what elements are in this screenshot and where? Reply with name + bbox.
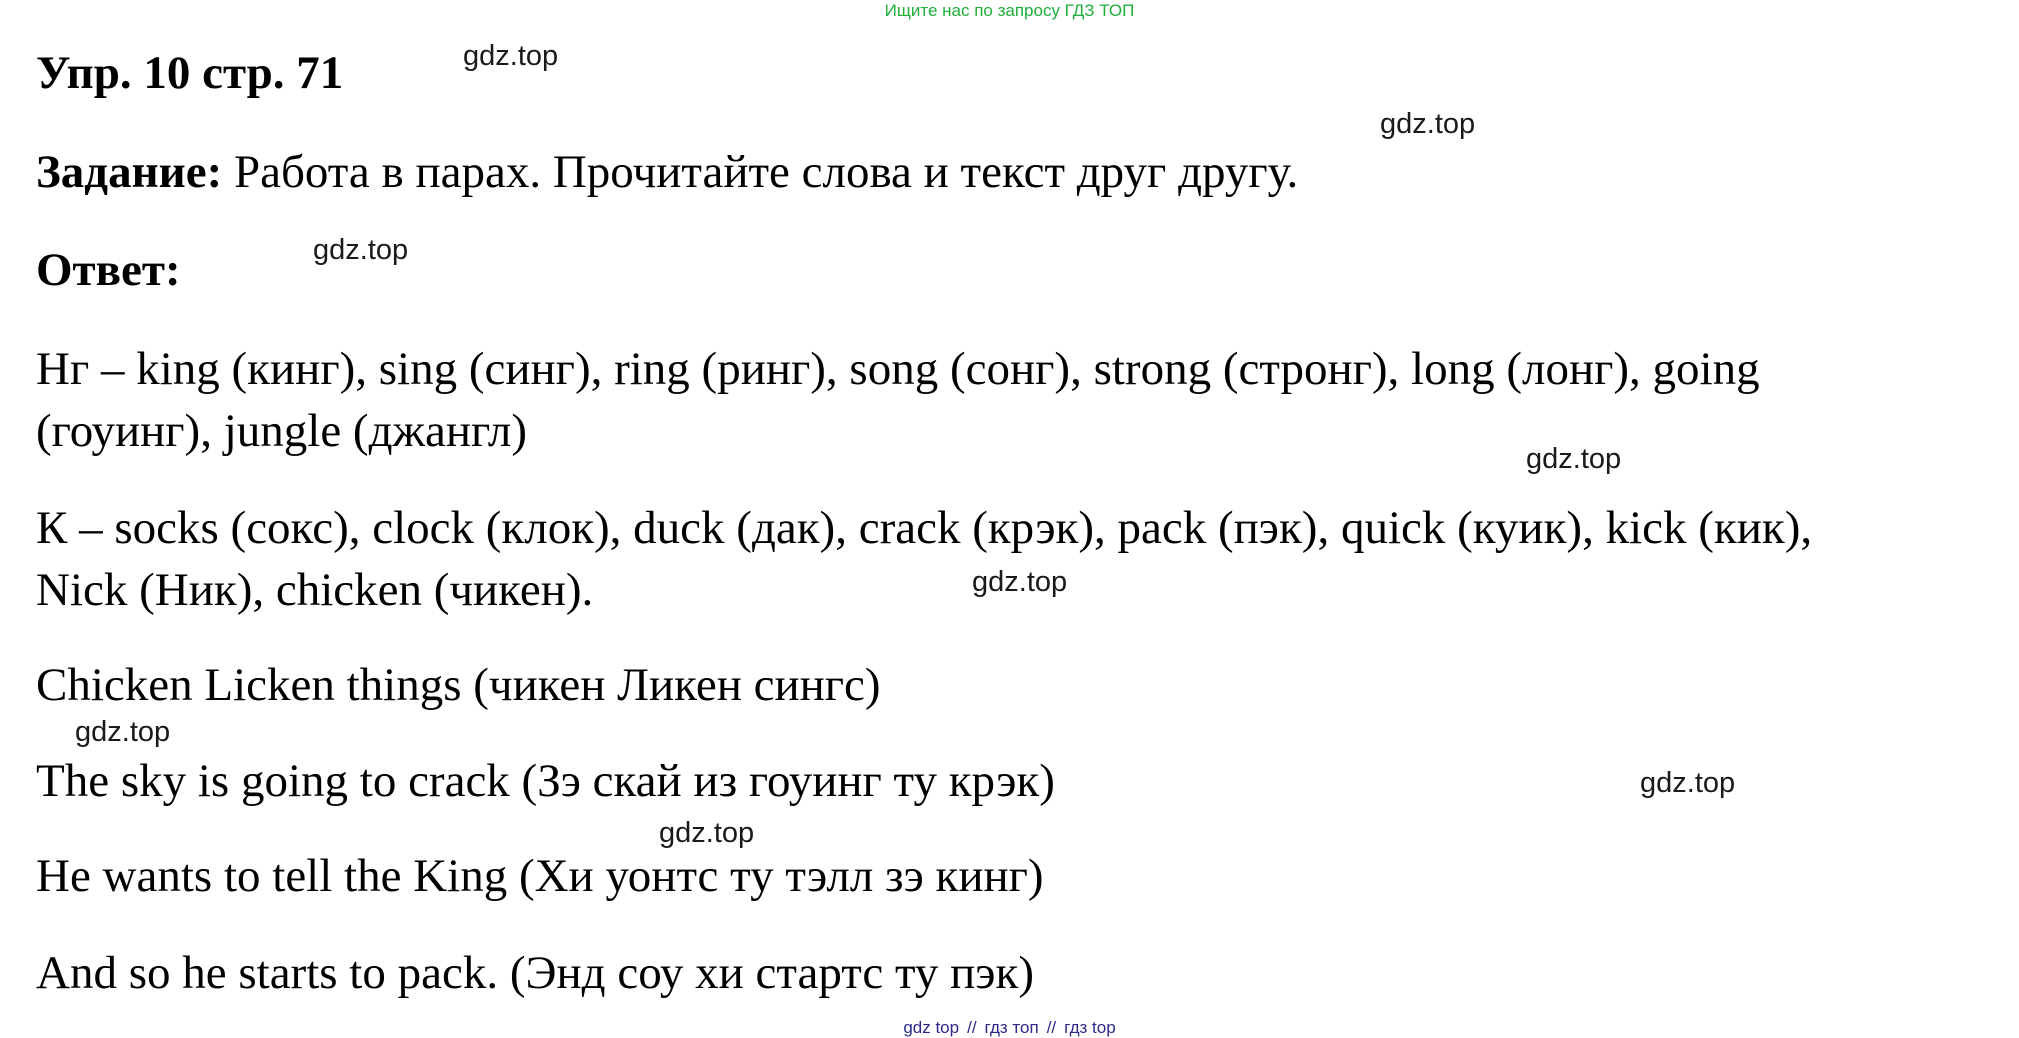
page-title: Упр. 10 стр. 71 bbox=[36, 47, 344, 99]
footer-text: гдз top bbox=[1064, 1018, 1116, 1037]
footer-banner bbox=[0, 1018, 2019, 1038]
paragraph-line: (гоуинг), jungle (джангл) bbox=[36, 405, 527, 457]
paragraph-line: Nick (Ник), chicken (чикен). bbox=[36, 564, 594, 616]
poem-line: The sky is going to crack (Зэ скай из гоуинг ту крэк) bbox=[36, 755, 1055, 807]
poem-line: And so he starts to pack. (Энд соу хи стартс ту пэк) bbox=[36, 947, 1034, 999]
paragraph-line: Нг – king (кинг), sing (синг), ring (ринг), song (сонг), strong (стронг), long (лонг), going bbox=[36, 343, 1760, 395]
watermark: gdz.top bbox=[463, 40, 559, 72]
footer-text: gdz top bbox=[903, 1018, 960, 1037]
watermark: gdz.top bbox=[1526, 443, 1622, 475]
header-banner: Ищите нас по запросу ГДЗ ТОП bbox=[884, 1, 1135, 20]
footer-separator: // bbox=[967, 1018, 977, 1037]
poem-line: He wants to tell the King (Хи уонтс ту тэлл зэ кинг) bbox=[36, 850, 1044, 902]
answer-label: Ответ: bbox=[36, 244, 181, 296]
watermark: gdz.top bbox=[75, 716, 171, 748]
watermark: gdz.top bbox=[972, 566, 1068, 598]
paragraph-line: К – socks (сокс), clock (клок), duck (дак), crack (крэк), pack (пэк), quick (куик), kick (кик), bbox=[36, 502, 1813, 554]
watermark: gdz.top bbox=[313, 234, 409, 266]
task-text bbox=[36, 145, 1298, 199]
poem-line: Chicken Licken things (чикен Ликен сингс) bbox=[36, 659, 881, 711]
watermark: gdz.top bbox=[659, 817, 755, 849]
footer-separator: // bbox=[1046, 1018, 1057, 1037]
watermark: gdz.top bbox=[1380, 108, 1476, 140]
answer-paragraph-k bbox=[36, 497, 1812, 621]
watermark: gdz.top bbox=[1640, 767, 1736, 799]
task-body: Работа в парах. Прочитайте слова и текст друг другу. bbox=[222, 146, 1299, 198]
footer-text: гдз топ bbox=[984, 1018, 1039, 1037]
task-label: Задание: bbox=[36, 146, 223, 198]
answer-paragraph-ng bbox=[36, 338, 1760, 462]
